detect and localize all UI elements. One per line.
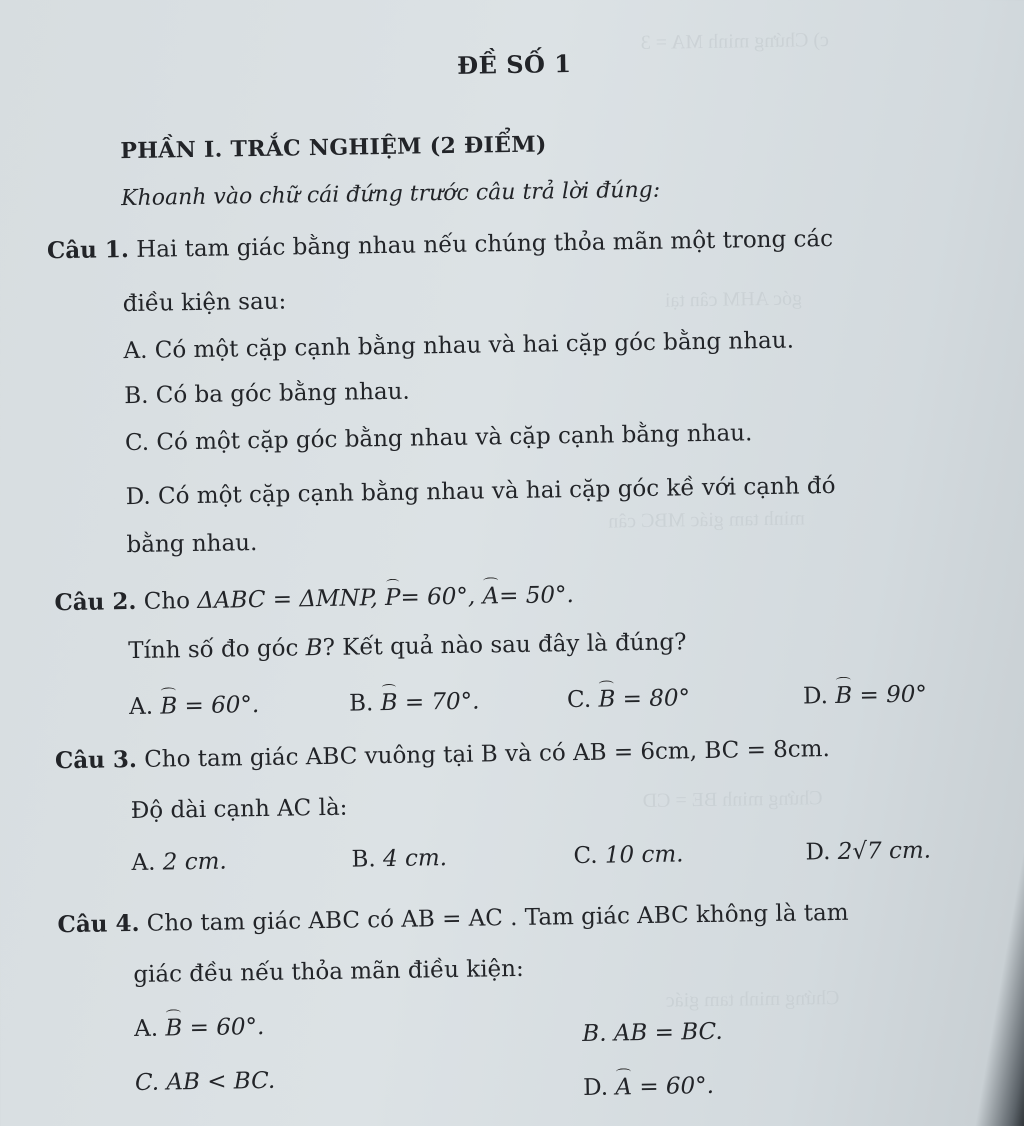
q2-option-a [129,692,260,720]
part1-instruction: Khoanh vào chữ cái đứng trước câu trả lời đúng: [120,177,661,212]
option-letter: B. [348,690,374,717]
q4-text: Cho tam giác ABC có AB = AC . Tam giác ABC không là tam [146,899,849,937]
q1-line2: điều kiện sau: [122,288,287,318]
q3-option-d [805,837,931,865]
q2-option-c [567,685,690,713]
q4-label: Câu 4. [57,909,140,939]
option-letter: D. [582,1074,609,1101]
q2-intro: Cho [143,588,191,615]
q1-option-c: C. Có một cặp góc bằng nhau và cặp cạnh bằng nhau. [124,420,753,457]
option-letter: D. [805,839,831,866]
bleed-through-text: Chứng minh tam giác [665,986,840,1012]
q4-option-a [134,1014,265,1042]
q3-text: Cho tam giác ABC vuông tại B và có AB = 6cm, BC = 8cm. [144,736,831,773]
option-letter: A. [131,849,156,877]
q3-sub: Độ dài cạnh AC là: [130,794,348,825]
option-value: 2√7 cm. [837,837,932,865]
q2-question [128,629,687,664]
q1-option-a: A. Có một cặp cạnh bằng nhau và hai cặp góc bằng nhau. [123,327,795,365]
option-letter: C. [573,842,598,870]
q1-option-b: B. Có ba góc bằng nhau. [124,378,410,410]
option-letter: A. [128,693,154,721]
option-value: = 60°. [184,692,260,720]
q4-option-d [583,1073,714,1101]
q3-line1 [55,735,830,774]
q2-option-b [349,689,480,717]
q2-question-var: B [305,635,323,662]
q4-line1 [57,899,848,938]
q1-text: Hai tam giác bằng nhau nếu chúng thỏa mãn một trong các [136,225,834,263]
option-value: 4 cm. [382,845,448,873]
q1-option-d-cont: bằng nhau. [126,530,258,559]
q2-angle-a-value: = 50°. [498,582,574,610]
q4-option-b [582,1019,723,1047]
q1-option-d: D. Có một cặp cạnh bằng nhau và hai cặp góc kề với cạnh đó [125,472,836,511]
option-letter: C. [566,686,592,714]
q2-line1 [54,581,574,616]
option-value: = 80° [622,685,691,713]
option-letter: D. [802,683,829,710]
option-value: = 60°. [189,1013,265,1042]
option-angle: B [165,1015,183,1042]
option-value: = 70°. [404,688,480,716]
q2-angle-p: P [384,584,401,612]
option-value: 2 cm. [162,848,227,876]
q3-label: Câu 3. [54,745,138,775]
q3-option-a [131,849,227,876]
q3-option-c [573,841,683,869]
q2-triangles: ΔABC = ΔMNP, [197,585,378,614]
page-title: ĐỀ SỐ 1 [456,49,572,80]
option-letter: A. [133,1015,159,1043]
q2-question-post: ? Kết quả nào sau đây là đúng? [322,629,687,662]
bleed-through-text: c) Chứng minh MA = 3 [640,28,830,54]
q2-option-d [803,682,927,710]
q4-line2: giác đều nếu thỏa mãn điều kiện: [133,955,524,989]
part1-heading: PHẦN I. TRẮC NGHIỆM (2 ĐIỂM) [120,131,547,165]
option-angle: B [598,686,616,713]
option-angle: B [380,689,398,717]
option-value: 10 cm. [604,841,684,869]
bleed-through-text: Chứng minh BE = CD [642,787,823,813]
q2-angle-p-value: = 60°, [400,583,476,611]
option-angle: B [835,682,853,709]
bleed-through-text: minh tam giác MBC cân [608,507,806,533]
option-text: C. AB < BC. [134,1067,276,1097]
q2-label: Câu 2. [54,587,137,617]
q3-option-b [351,845,447,872]
option-letter: B. [351,846,376,873]
option-text: B. AB = BC. [582,1018,723,1047]
option-angle: B [160,693,178,720]
option-value: = 60°. [639,1072,715,1101]
q4-option-c [135,1068,276,1096]
q1-label: Câu 1. [46,236,130,265]
q2-question-pre: Tính số đo góc [128,635,299,665]
q1-line1 [47,225,833,264]
option-angle: A [615,1074,633,1101]
option-value: = 90° [859,681,928,709]
bleed-through-text: góc AHM cân tại [664,287,803,312]
q2-angle-a: A [482,583,500,610]
